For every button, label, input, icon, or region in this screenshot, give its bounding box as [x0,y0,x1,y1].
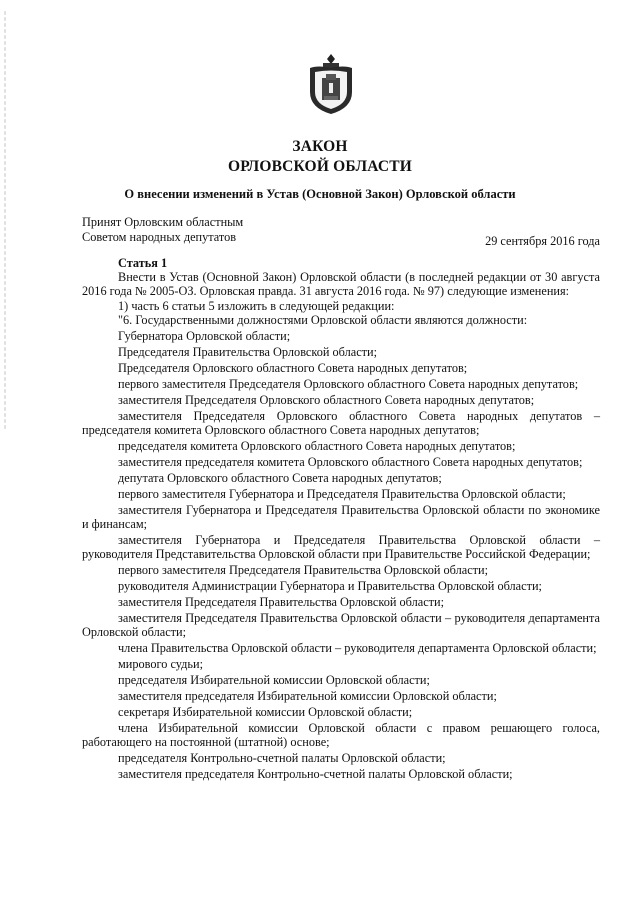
paragraph: первого заместителя Председателя Правительства Орловской области; [118,563,489,578]
paragraph: "6. Государственными должностями Орловской области являются должности: [118,313,528,328]
paragraph: первого заместителя Губернатора и Председателя Правительства Орловской области; [118,486,566,501]
law-subtitle: О внесении изменений в Устав (Основной Закон) Орловской области [124,187,516,201]
paragraph: Председателя Орловского областного Совета народных депутатов; [118,360,468,375]
region-title: ОРЛОВСКОЙ ОБЛАСТИ [227,158,413,175]
paragraph: мирового судьи; [118,657,204,672]
paragraph: первого заместителя Председателя Орловского областного Совета народных депутатов; [118,376,579,391]
paragraph: председателя комитета Орловского областного Совета народных депутатов; [118,438,516,453]
paragraph: Председателя Правительства Орловской области; [118,345,378,360]
paragraph: заместителя Губернатора и Председателя Правительства Орловской области – руководителя Представительства Орловской области при Правительстве Российской Федерации; [82,532,600,562]
paragraph: председателя Контрольно-счетной палаты Орловской области; [118,751,446,766]
paragraph: Губернатора Орловской области; [118,329,291,344]
adoption-line: Принят Орловским областным [82,215,244,229]
paragraph: заместителя председателя Контрольно-счетной палаты Орловской области; [118,767,513,781]
law-title: ЗАКОН [292,138,348,155]
paragraph: руководителя Администрации Губернатора и Правительства Орловской области; [118,579,542,594]
paragraph: заместителя председателя комитета Орловского областного Совета народных депутатов; [118,454,583,469]
paragraph: заместителя Председателя Правительства Орловской области; [118,595,445,610]
coat-of-arms-emblem [306,52,356,116]
paragraph: заместителя Председателя Правительства Орловской области – руководителя департамента Орловской области; [82,610,600,640]
article-body [82,270,600,781]
paragraph: заместителя Губернатора и Председателя Правительства Орловской области по экономике и финансам; [82,502,600,531]
paragraph: председателя Избирательной комиссии Орловской области; [118,673,430,688]
paragraph: депутата Орловского областного Совета народных депутатов; [118,470,442,485]
article-heading: Статья 1 [118,256,168,270]
adoption-info [82,215,243,245]
paragraph: члена Правительства Орловской области – руководителя департамента Орловской области; [118,641,597,656]
paragraph: заместителя Председателя Орловского областного Совета народных депутатов; [118,392,535,407]
scan-margin-marks [4,10,6,430]
paragraph: члена Избирательной комиссии Орловской области с правом решающего голоса, работающего на постоянной (штатной) основе; [82,720,600,750]
paragraph: заместителя Председателя Орловского областного Совета народных депутатов – председателя комитета Орловского областного Совета народных депутатов; [82,408,600,438]
paragraph: Внести в Устав (Основной Закон) Орловской области (в последней редакции от 30 августа 2016 года № 2005-ОЗ. Орловская правда. 31 августа 2016 года. № 97) следующие изменения: [82,270,600,299]
adoption-date: 29 сентября 2016 года [485,234,600,248]
paragraph: заместителя председателя Избирательной комиссии Орловской области; [118,688,497,703]
paragraph: секретаря Избирательной комиссии Орловской области; [118,704,413,719]
adoption-line: Советом народных депутатов [82,230,237,244]
paragraph: 1) часть 6 статьи 5 изложить в следующей редакции: [118,298,395,313]
